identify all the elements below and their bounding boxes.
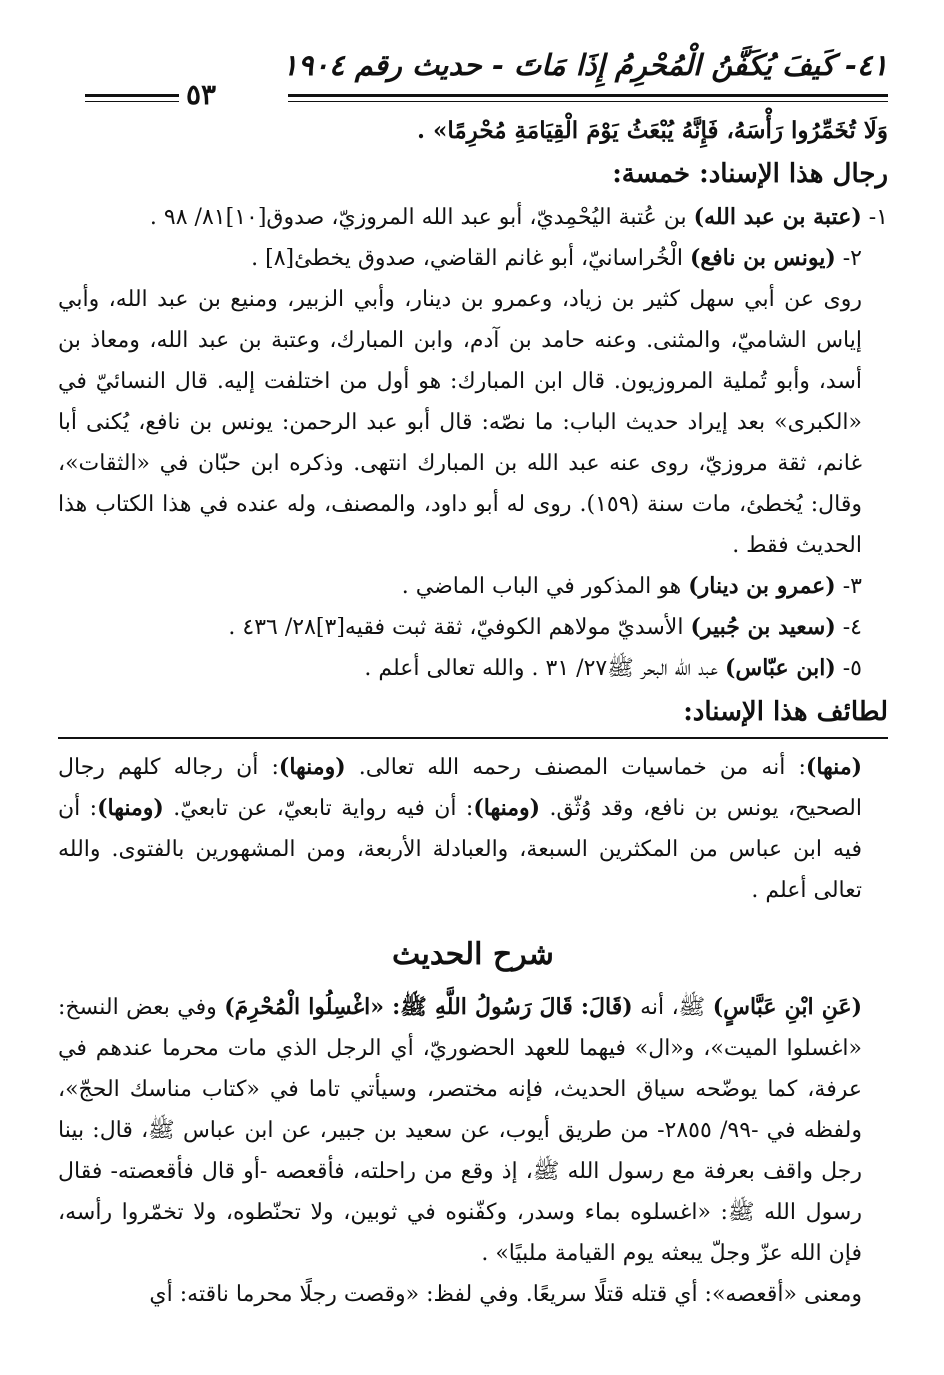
lataif-text: : أنه من خماسيات المصنف رحمه الله تعالى. xyxy=(345,755,806,780)
narrator-number: ٢- xyxy=(835,246,862,271)
narrator-2 xyxy=(58,238,888,279)
narrator-number: ٥- xyxy=(835,656,862,681)
sharh-heading: شرح الحديث xyxy=(392,937,554,972)
lataif-keyword: (ومنها) xyxy=(278,754,346,780)
sharh-text: ﷺ، أنه xyxy=(632,995,713,1020)
lataif-text: : أن رجاله كلهم رجال الصحيح، يونس بن نافع، وقد وُثّق. xyxy=(58,755,862,821)
running-header xyxy=(58,40,888,110)
narrator-2-details: روى عن أبي سهل كثير بن زياد، وعمرو بن دينار، وأبي الزبير، ومنيع بن عبد الله، وأبي إياس الشاميّ، والمثنى. وعنه حامد بن آدم، وابن المبارك، وعتبة بن عبد الله، ومعاذ بن أسد، وأبو تُملية المروزيون. قال ابن المبارك: هو أول من اختلفت إليه. قال النسائيّ في «الكبرى» بعد إيراد حديث الباب: ما نصّه: قال أبو عبد الرحمن: يونس بن نافع، يُكنى أبا غانم، ثقة مروزيّ، روى عنه عبد الله بن المبارك انتهى. وذكره ابن حبّان في «الثقات»، وقال: يُخطئ، مات سنة (١٥٩). روى له أبو داود، والمصنف، وله عنده في هذا الكتاب هذا الحديث فقط . xyxy=(58,287,863,558)
narrator-5 xyxy=(58,648,888,689)
narrator-1 xyxy=(58,197,888,238)
narrator-name: (عتبة بن عبد الله) xyxy=(693,204,862,230)
narrator-text: هو المذكور في الباب الماضي . xyxy=(401,574,689,599)
sharh-paragraph-2: ومعنى «أقعصه»: أي قتله قتلًا سريعًا. وفي لفظ: «وقصت رجلًا محرما ناقته: أي xyxy=(149,1282,862,1307)
book-page xyxy=(58,40,888,1315)
lataif-paragraph xyxy=(58,747,888,911)
running-title: ٤١- كَيفَ يُكَفَّنُ الْمُحْرِمُ إِذَا مَاتَ - حديث رقم ١٩٠٤ xyxy=(282,48,888,82)
sharh-quote: (قَالَ: قَالَ رَسُولُ اللَّهِ ﷺ: «اغْسِلُوا الْمُحْرِمَ) xyxy=(224,994,633,1020)
narrator-4 xyxy=(58,607,888,648)
narrator-text: بن عُتبة اليُحْمِديّ، أبو عبد الله المروزيّ، صدوق[١٠]٨١/ ٩٨ . xyxy=(149,205,694,230)
narrator-name: (سعيد بن جُبير) xyxy=(690,614,836,640)
narrator-number: ٣- xyxy=(835,574,862,599)
narrator-text: عبد الله البحر ﷺ٢٧/ ٣١ . والله تعالى أعلم . xyxy=(364,656,725,681)
section-divider xyxy=(58,737,888,739)
narrator-number: ١- xyxy=(861,205,888,230)
rijal-heading: رجال هذا الإسناد: خمسة: xyxy=(612,159,888,189)
narrator-number: ٤- xyxy=(835,615,862,640)
header-rule xyxy=(288,94,888,97)
narrator-name: (ابن عبّاس) xyxy=(724,655,836,681)
narrator-3 xyxy=(58,566,888,607)
narrator-text: الأسديّ مولاهم الكوفيّ، ثقة ثبت فقيه[٣]٢٨/ ٤٣٦ . xyxy=(228,615,691,640)
lataif-text: : أن فيه ابن عباس من المكثرين السبعة، والعبادلة الأربعة، ومن المشهورين بالفتوى. والله تعالى أعلم . xyxy=(58,796,862,903)
lataif-text: : أن فيه رواية تابعيّ، عن تابعيّ. xyxy=(163,796,474,821)
sharh-paragraph-1 xyxy=(58,987,888,1274)
lataif-heading: لطائف هذا الإسناد: xyxy=(683,697,888,727)
narrator-text: الْخُراسانيّ، أبو غانم القاضي، صدوق يخطئ[٨] . xyxy=(251,246,691,271)
lataif-keyword: (ومنها) xyxy=(97,795,164,821)
page-number: ٥٣ xyxy=(186,78,217,111)
header-rule-short xyxy=(85,94,179,97)
lataif-keyword: (منها) xyxy=(805,754,863,780)
hadith-ending-line: وَلَا تُخَمِّرُوا رَأْسَهُ، فَإِنَّهُ يُبْعَثُ يَوْمَ الْقِيَامَةِ مُحْرِمًا» . xyxy=(416,117,888,144)
lataif-keyword: (ومنها) xyxy=(473,795,541,821)
narrator-name: (عمرو بن دينار) xyxy=(688,573,836,599)
page-body xyxy=(58,110,888,1315)
narrator-name: (يونس بن نافع) xyxy=(690,245,836,271)
sharh-text: وفي بعض النسخ: «اغسلوا الميت»، و«ال» فيهما للعهد الحضوريّ، أي الرجل الذي مات محرما عندهم في عرفة، كما يوضّحه سياق الحديث، فإنه مختصر، وسيأتي تاما في «كتاب مناسك الحجّ»، ولفظه في -٩٩/ ٢٨٥٥- من طريق أيوب، عن سعيد بن جبير، عن ابن عباس ﷺ، قال: بينا رجل واقف بعرفة مع رسول الله ﷺ، إذ وقع من راحلته، فأقعصه -أو قال فأقعصته- فقال رسول الله ﷺ: «اغسلوه بماء وسدر، وكفّنوه في ثوبين، ولا تحنّطوه، ولا تخمّروا رأسه، فإن الله عزّ وجلّ يبعثه يوم القيامة ملبيًا» . xyxy=(58,995,863,1266)
sharh-quote: (عَنِ ابْنِ عَبَّاسٍ) xyxy=(712,994,862,1020)
